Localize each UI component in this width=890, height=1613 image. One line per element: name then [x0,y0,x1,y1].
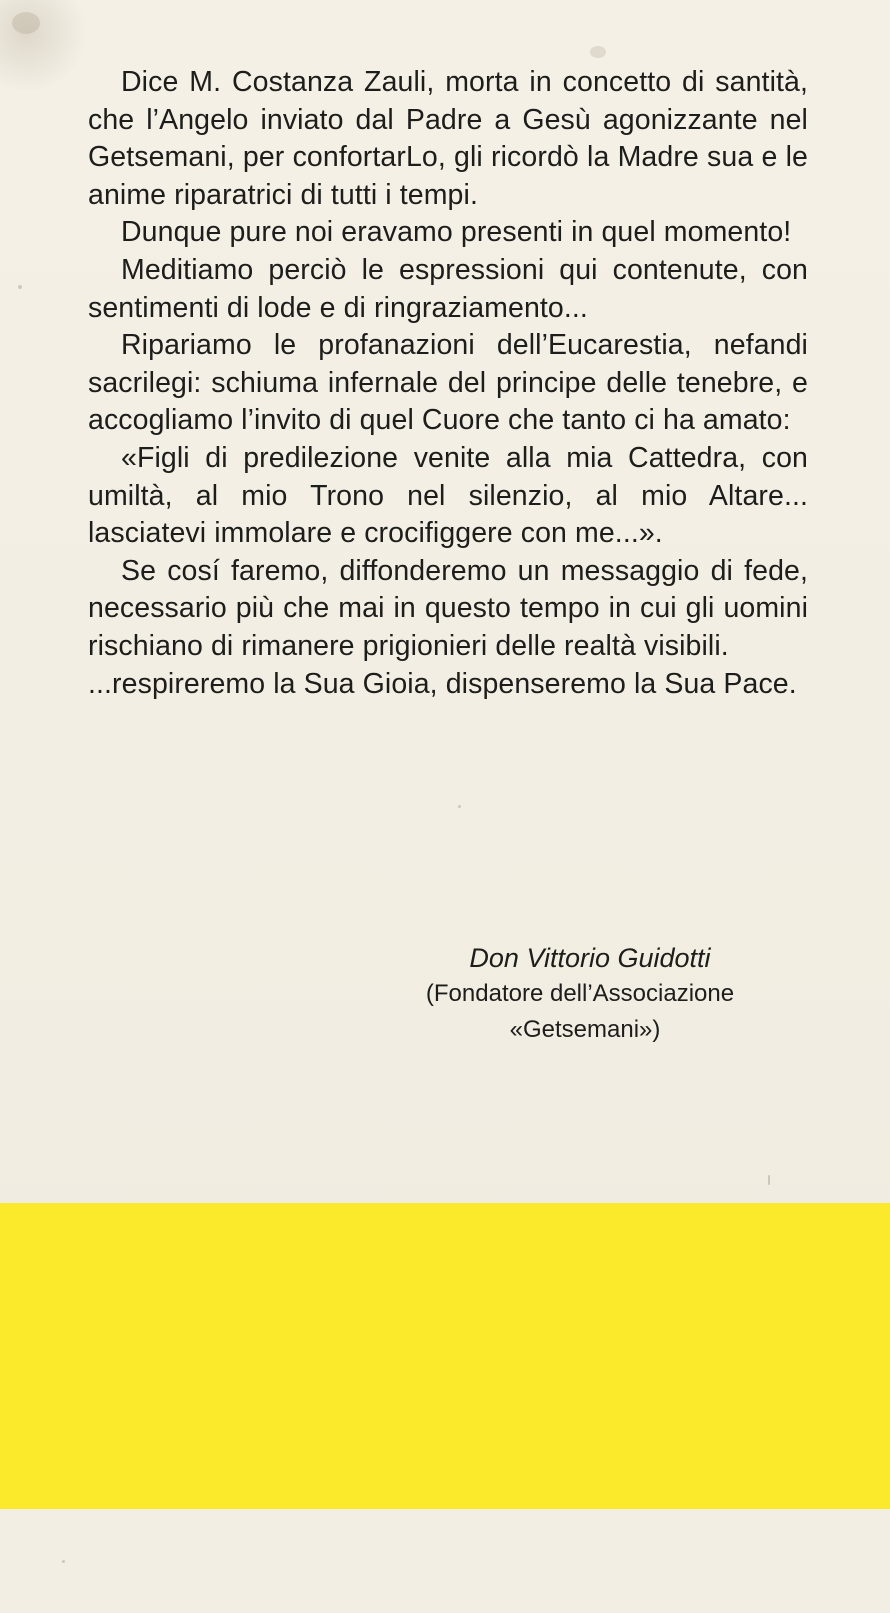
paper-speck [590,46,606,58]
paper-speck [458,805,461,808]
paragraph-presence: Dunque pure noi eravamo presenti in quel momento! [121,216,792,249]
paragraph-quote: «Figli di predilezione venite alla mia Cattedra, con umiltà, al mio Trono nel silenzio, al mio Altare... lasciatevi immolare e crocifiggere con me...». [88,441,808,550]
paper-speck [12,12,40,34]
signature-block [380,940,780,1048]
paper-speck [18,285,22,289]
paragraph-closing: ...respireremo la Sua Gioia, dispenseremo la Sua Pace. [88,667,797,700]
paragraph-meditation: Meditiamo perciò le espressioni qui contenute, con sentimenti di lode e di ringraziamento... [88,253,808,324]
bottom-paper-strip [0,1509,890,1613]
paragraph-reparation: Ripariamo le profanazioni dell’Eucarestia, nefandi sacrilegi: schiuma infernale del principe delle tenebre, e accogliamo l’invito di quel Cuore che tanto ci ha amato: [88,329,808,437]
organization-name: «Getsemani») [509,1016,661,1043]
author-role: (Fondatore dell’Associazione [425,980,735,1007]
paper-speck [768,1175,770,1185]
paragraph-message: Se cosí faremo, diffonderemo un messaggio di fede, necessario più che mai in questo tempo in cui gli uomini rischiano di rimanere prigionieri delle realtà visibili. [88,554,808,662]
body-text [88,64,808,703]
paper-speck [62,1560,65,1563]
yellow-color-band [0,1203,890,1509]
author-name: Don Vittorio Guidotti [469,943,711,973]
paragraph-intro: Dice M. Costanza Zauli, morta in concetto di santità, che l’Angelo inviato dal Padre a Gesù agonizzante nel Getsemani, per confortarLo, gli ricordò la Madre sua e le anime riparatrici di tutti i tempi. [88,66,808,211]
